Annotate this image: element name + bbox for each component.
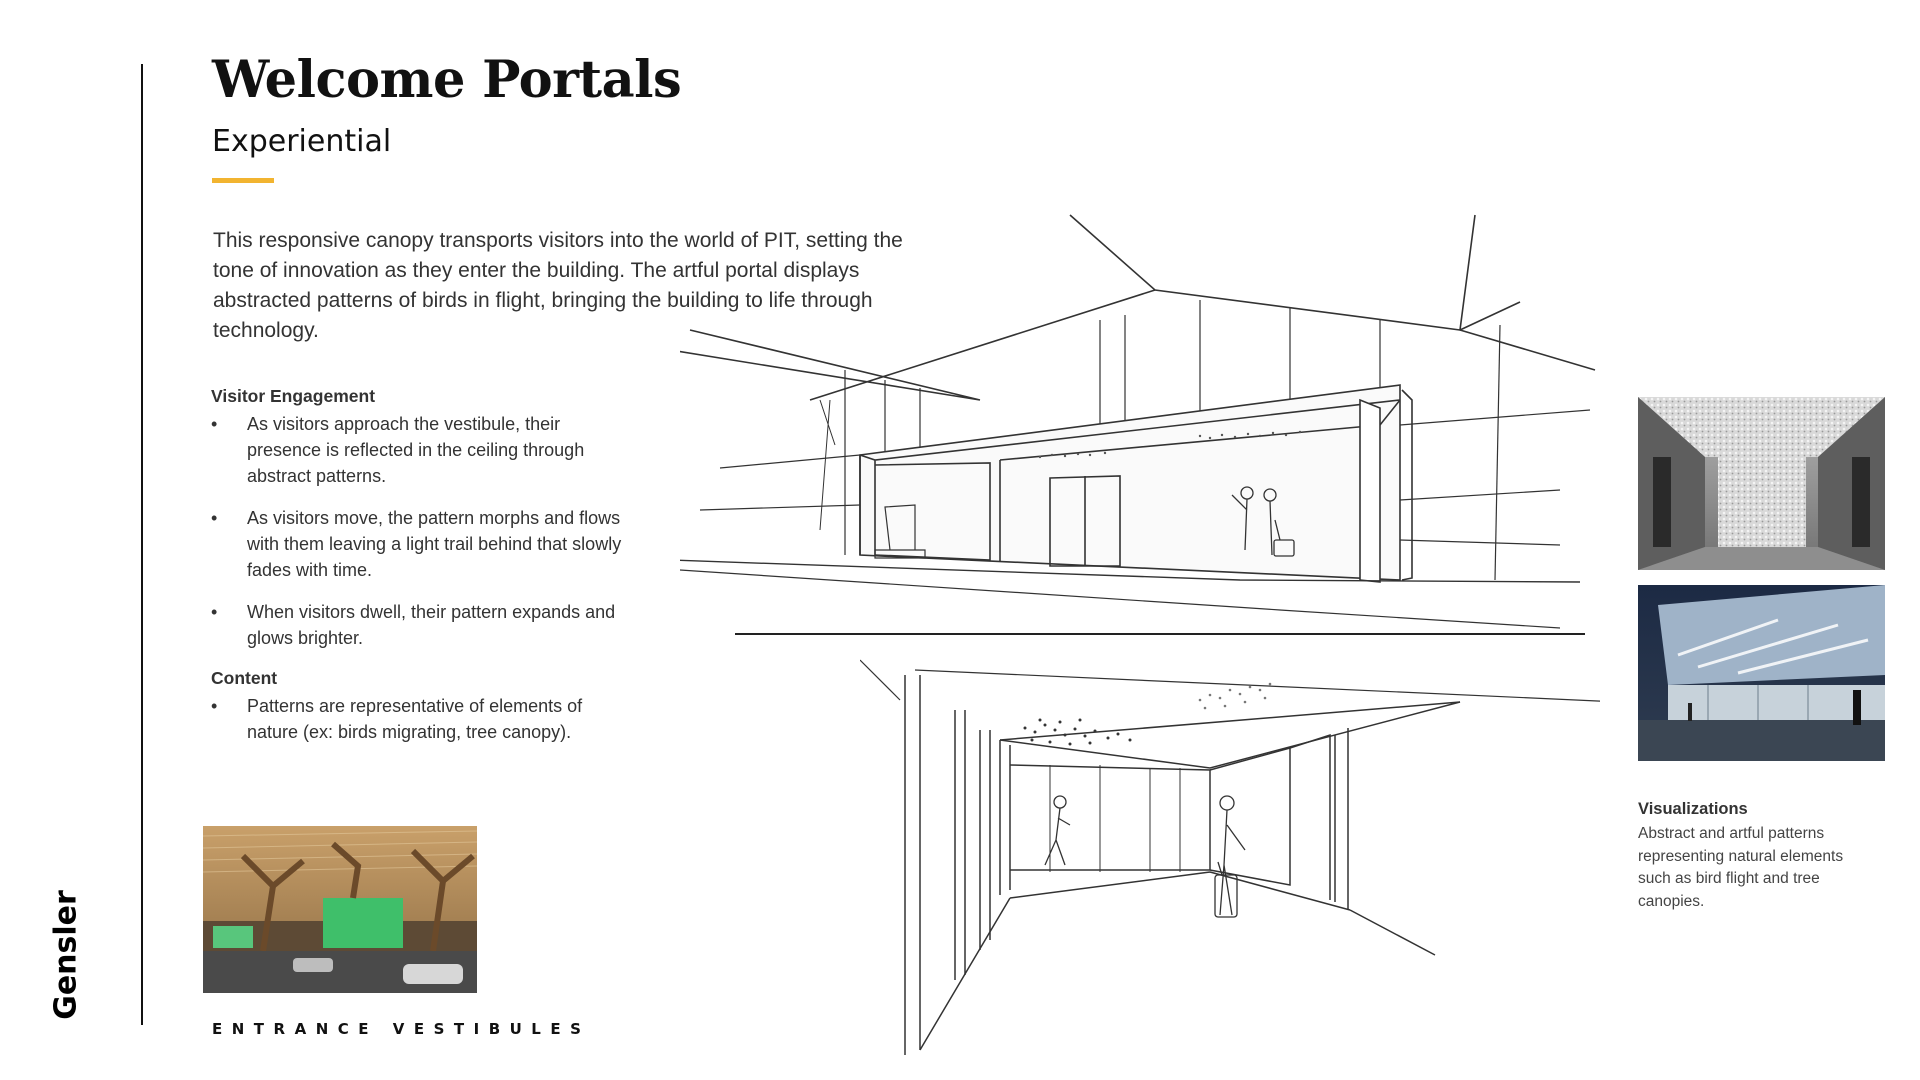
vertical-divider [141, 64, 143, 1025]
gensler-logo [46, 890, 86, 1020]
content-heading: Content [211, 668, 278, 688]
bullet-item: • Patterns are representative of elements of nature (ex: birds migrating, tree canopy). [211, 693, 631, 745]
section-label: ENTRANCE VESTIBULES [212, 1020, 591, 1038]
bullet-item: • As visitors approach the vestibule, their presence is reflected in the ceiling through abstract patterns. [211, 411, 631, 489]
bullet-item: • As visitors move, the pattern morphs and flows with them leaving a light trail behind that slowly fades with time. [211, 505, 631, 583]
visualizations-text: Abstract and artful patterns representing natural elements such as bird flight and tree canopies. [1638, 825, 1844, 910]
visitor-engagement-section [211, 386, 631, 667]
content-section [211, 668, 631, 761]
terminal-photo [203, 826, 477, 993]
canopy-photo [1638, 585, 1885, 761]
lobby-photo [1638, 397, 1885, 570]
visitor-engagement-heading: Visitor Engagement [211, 386, 376, 406]
exterior-canopy-sketch [680, 210, 1600, 630]
interior-vestibule-sketch [860, 640, 1600, 1055]
page-title: Welcome Portals [212, 50, 682, 110]
bullet-item: • When visitors dwell, their pattern expands and glows brighter. [211, 599, 631, 651]
content-list [211, 693, 631, 745]
visitor-engagement-list [211, 411, 631, 651]
intro-paragraph: This responsive canopy transports visitors into the world of PIT, setting the tone of innovation as they enter the building. The artful portal displays abstracted patterns of birds in flight, bringing the building to life through technology. [213, 229, 903, 342]
visualizations-caption [1638, 800, 1878, 913]
page-subtitle: Experiential [212, 124, 392, 159]
sketch-divider [735, 633, 1585, 635]
brand-name: Gensler [48, 890, 84, 1020]
visualizations-heading: Visualizations [1638, 800, 1748, 818]
accent-bar [212, 178, 274, 183]
